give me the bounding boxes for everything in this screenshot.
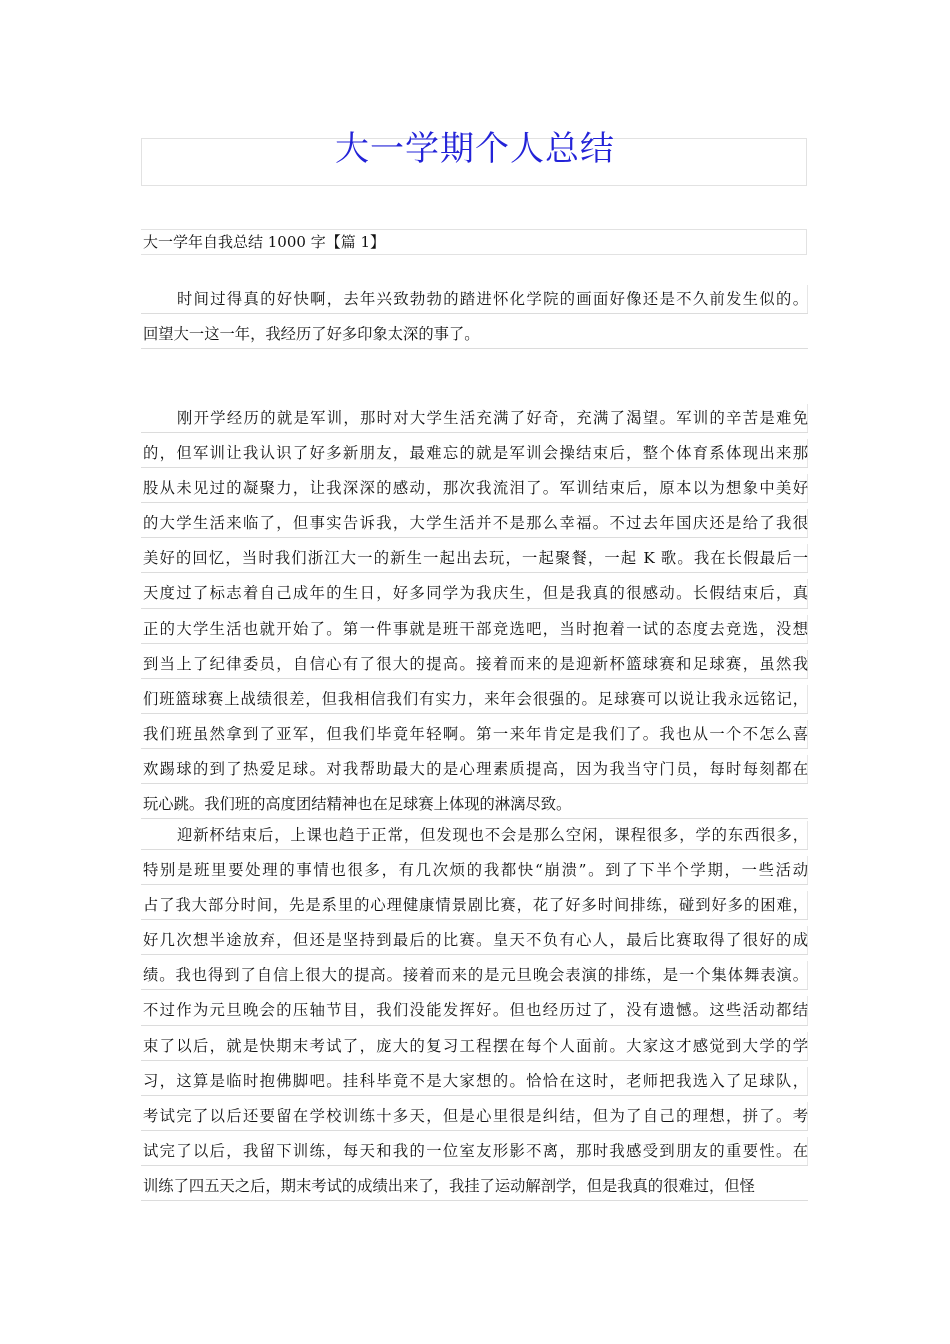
paragraph-2 [143,401,808,822]
text-line-content: 股从未见过的凝聚力，让我深深的感动，那次我流泪了。军训结束后，原本以为想象中美好 [143,479,808,498]
text-line-content: 训练了四五天之后，期末考试的成绩出来了，我挂了运动解剖学，但是我真的很难过，但怪 [143,1176,755,1195]
text-line-content: 们班篮球赛上战绩很差，但我相信我们有实力，来年会很强的。足球赛可以说让我永远铭记， [143,689,808,708]
text-line-content: 我们班虽然拿到了亚军，但我们毕竟年轻啊。第一来年肯定是我们了。我也从一个不怎么喜 [143,724,808,743]
text-line [143,752,808,787]
text-line-content: 的大学生活来临了，但事实告诉我，大学生活并不是那么幸福。不过去年国庆还是给了我很 [143,514,808,533]
text-line-content: 正的大学生活也就开始了。第一件事就是班干部竞选吧，当时抱着一试的态度去竞选，没想 [143,619,808,638]
text-line-content: 试完了以后，我留下训练，每天和我的一位室友形影不离，那时我感受到朋友的重要性。在 [143,1141,808,1160]
text-line [143,787,808,822]
text-line-content: 考试完了以后还要留在学校训练十多天，但是心里很是纠结，但为了自己的理想，拼了。考 [143,1106,808,1125]
text-line-content: 刚开学经历的就是军训，那时对大学生活充满了好奇，充满了渴望。军训的辛苦是难免 [177,409,808,427]
text-line-content: 到当上了纪律委员，自信心有了很大的提高。接着而来的是迎新杯篮球赛和足球赛，虽然我 [143,654,808,673]
text-line [143,923,808,958]
text-line [143,647,808,682]
text-line-content: 玩心跳。我们班的高度团结精神也在足球赛上体现的淋漓尽致。 [143,795,572,814]
text-line [143,576,808,611]
text-line [143,1099,808,1134]
text-line-content: 迎新杯结束后，上课也趋于正常，但发现也不会是那么空闲，课程很多，学的东西很多， [177,826,808,844]
text-line [143,506,808,541]
text-line [143,436,808,471]
text-line-content: 的，但军训让我认识了好多新朋友，最难忘的就是军训会操结束后，整个体育系体现出来那 [143,444,808,463]
text-line [143,471,808,506]
text-line [143,717,808,752]
text-line-content: 占了我大部分时间，先是系里的心理健康情景剧比赛，花了好多时间排练，碰到好多的困难， [143,896,808,915]
text-line [143,401,808,436]
paragraph-1 [143,282,808,352]
text-line [143,282,808,317]
text-line-content: 美好的回忆，当时我们浙江大一的新生一起出去玩，一起聚餐，一起 K 歌。我在长假最后一 [143,549,808,568]
text-line [143,1169,808,1204]
text-line [143,853,808,888]
text-line-content: 习，这算是临时抱佛脚吧。挂科毕竟不是大家想的。恰恰在这时，老师把我选入了足球队， [143,1071,808,1090]
section-subheading: 大一学年自我总结 1000 字【篇 1】 [143,233,386,251]
text-line [143,612,808,647]
text-line [143,1064,808,1099]
text-line-content: 欢踢球的到了热爱足球。对我帮助最大的是心理素质提高，因为我当守门员，每时每刻都在 [143,759,808,778]
document-title: 大一学期个人总结 [335,129,615,169]
text-line-content: 束了以后，就是快期末考试了，庞大的复习工程摆在每个人面前。大家这才感觉到大学的学 [143,1036,808,1055]
text-line-content: 时间过得真的好快啊，去年兴致勃勃的踏进怀化学院的画面好像还是不久前发生似的。 [177,290,808,308]
text-line [143,682,808,717]
text-line [143,993,808,1028]
text-line-content: 不过作为元旦晚会的压轴节目，我们没能发挥好。但也经历过了，没有遗憾。这些活动都结 [143,1001,808,1020]
text-line-content: 好几次想半途放弃，但还是坚持到最后的比赛。皇天不负有心人，最后比赛取得了很好的成 [143,931,808,950]
text-line-content: 回望大一这一年，我经历了好多印象太深的事了。 [143,325,480,344]
text-line [143,317,808,352]
text-line [143,958,808,993]
text-line-content: 天度过了标志着自己成年的生日，好多同学为我庆生，但是我真的很感动。长假结束后，真 [143,584,808,603]
text-line [143,1134,808,1169]
paragraph-3 [143,818,808,1204]
text-line [143,818,808,853]
text-line [143,541,808,576]
text-line [143,1029,808,1064]
text-line-content: 特别是班里要处理的事情也很多，有几次烦的我都快“崩溃”。到了下半个学期，一些活动 [143,861,808,880]
text-line-content: 绩。我也得到了自信上很大的提高。接着而来的是元旦晚会表演的排练，是一个集体舞表演。 [143,966,808,985]
text-line [143,888,808,923]
